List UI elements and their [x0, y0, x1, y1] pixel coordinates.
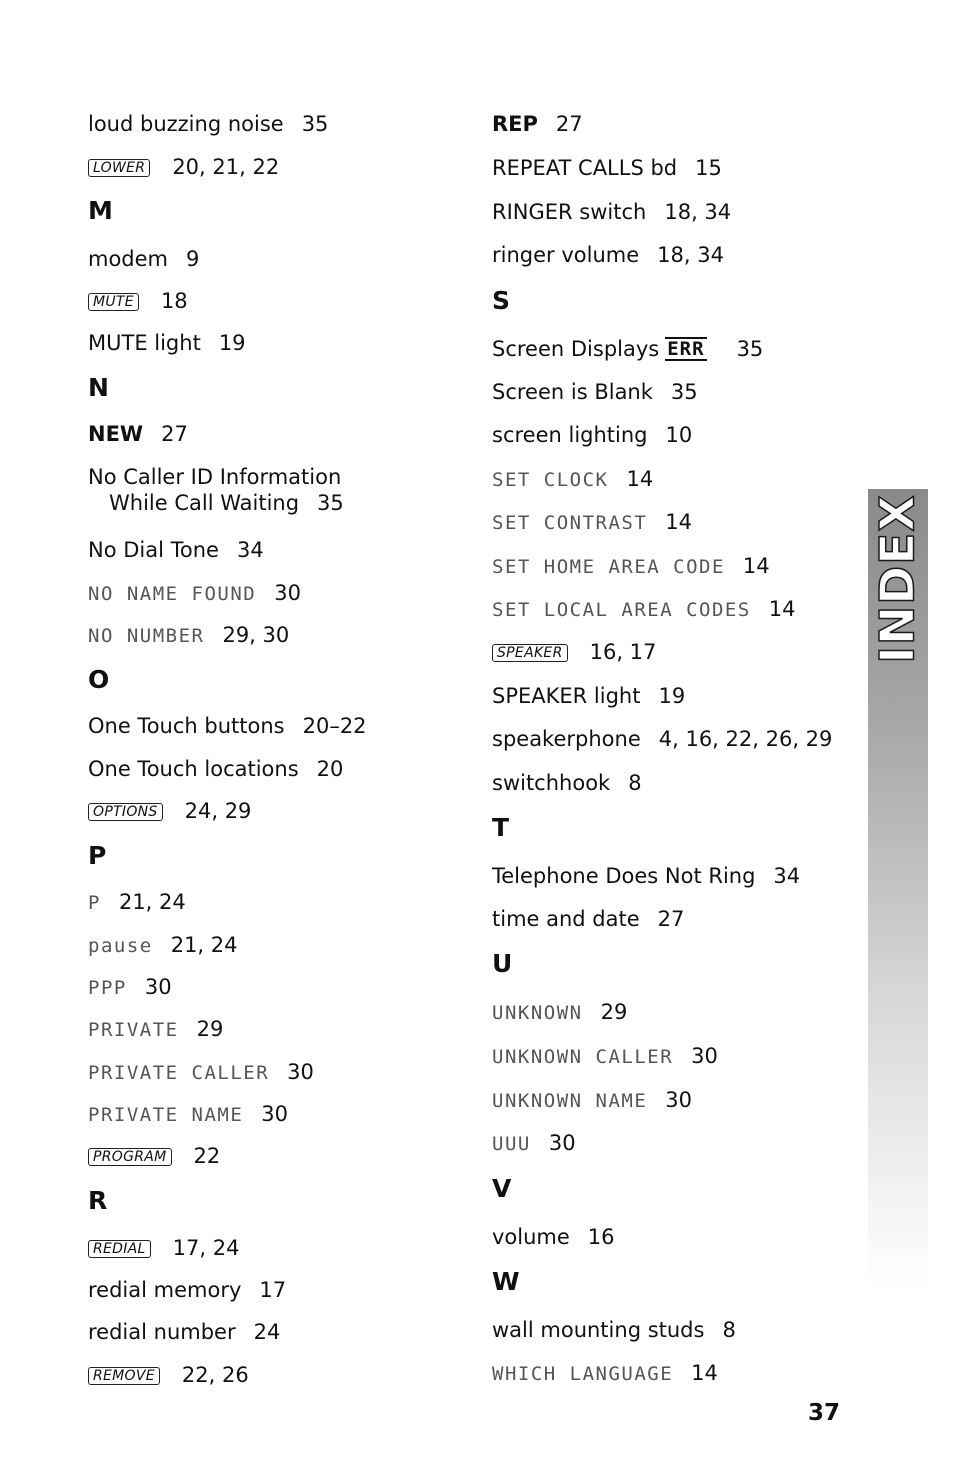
- page-references: 35: [736, 337, 764, 361]
- index-term: NO NUMBER: [88, 625, 205, 647]
- section-letter: M: [88, 196, 113, 225]
- index-entry: [492, 1130, 576, 1157]
- index-entry: [88, 1016, 223, 1043]
- index-entry: [492, 379, 698, 405]
- index-entry: [88, 464, 344, 516]
- err-display-badge: ERR: [667, 338, 705, 360]
- page-references: 27: [161, 422, 188, 446]
- page-references: 15: [695, 156, 722, 180]
- index-entry: [492, 509, 692, 536]
- page-references: 21, 24: [118, 890, 186, 914]
- index-term: loud buzzing noise: [88, 112, 284, 136]
- button-key-label: REDIAL: [88, 1240, 151, 1258]
- page-references: 27: [657, 907, 685, 931]
- index-side-tab-label: INDEX: [870, 494, 926, 664]
- page-references: 19: [218, 331, 246, 355]
- index-term: volume: [492, 1225, 570, 1249]
- index-entry: [492, 906, 684, 932]
- index-entry: [492, 863, 800, 889]
- index-entry: [492, 199, 731, 225]
- button-key-label: PROGRAM: [88, 1148, 172, 1166]
- index-term: speakerphone: [492, 727, 641, 751]
- index-entry: [88, 111, 328, 137]
- index-term: Screen Displays: [492, 337, 660, 361]
- section-letter: P: [88, 841, 107, 870]
- index-entry: [88, 1101, 288, 1128]
- index-term: One Touch locations: [88, 757, 299, 781]
- index-term: UNKNOWN CALLER: [492, 1046, 674, 1068]
- page-references: 14: [768, 597, 796, 621]
- index-term: SET CLOCK: [492, 469, 609, 491]
- index-term: time and date: [492, 907, 640, 931]
- page-references: 10: [665, 423, 693, 447]
- index-entry: [88, 622, 289, 649]
- index-entry: [492, 596, 796, 623]
- index-entry: [88, 1362, 249, 1388]
- page-references: 17, 24: [172, 1236, 240, 1260]
- index-entry: [492, 1087, 692, 1114]
- index-entry: [88, 154, 279, 180]
- index-entry: [492, 639, 656, 665]
- page-references: 30: [144, 975, 172, 999]
- section-letter: W: [492, 1267, 520, 1296]
- button-key-label: SPEAKER: [492, 644, 568, 662]
- index-entry: [492, 726, 832, 752]
- index-entry: [492, 336, 763, 362]
- index-term: WHICH LANGUAGE: [492, 1363, 674, 1385]
- index-term: MUTE light: [88, 331, 201, 355]
- index-term: NO NAME FOUND: [88, 583, 257, 605]
- page-references: 30: [548, 1131, 576, 1155]
- page-references: 4, 16, 22, 26, 29: [658, 727, 833, 751]
- page-references: 29: [196, 1017, 224, 1041]
- page-references: 20, 21, 22: [172, 155, 280, 179]
- index-term: redial memory: [88, 1278, 242, 1302]
- index-entry: [492, 155, 722, 181]
- index-side-tab-label-box: [868, 489, 928, 669]
- index-entry: [492, 1317, 736, 1343]
- index-term: UNKNOWN NAME: [492, 1090, 648, 1112]
- index-term: modem: [88, 247, 169, 271]
- index-term: UUU: [492, 1133, 531, 1155]
- page-references: 14: [742, 554, 770, 578]
- index-entry: [88, 246, 199, 272]
- page-references: 29, 30: [222, 623, 290, 647]
- index-term: pause: [88, 935, 153, 957]
- page-references: 27: [555, 112, 583, 136]
- index-term: switchhook: [492, 771, 611, 795]
- index-term: SET HOME AREA CODE: [492, 556, 725, 578]
- page-references: 30: [691, 1044, 718, 1068]
- page-references: 34: [236, 538, 264, 562]
- index-term: redial number: [88, 1320, 236, 1344]
- index-term: wall mounting studs: [492, 1318, 705, 1342]
- index-term-continuation: While Call Waiting: [109, 491, 300, 515]
- index-entry: [88, 889, 186, 916]
- index-entry: [88, 330, 246, 356]
- page-references: 18, 34: [664, 200, 732, 224]
- index-entry: [492, 553, 770, 580]
- index-entry: [492, 999, 627, 1026]
- index-term: SET LOCAL AREA CODES: [492, 599, 751, 621]
- page-references: 17: [259, 1278, 287, 1302]
- page-references: 30: [261, 1102, 289, 1126]
- index-entry: [88, 288, 188, 314]
- index-term: No Caller ID Information: [88, 465, 342, 489]
- page-references: 16, 17: [589, 640, 657, 664]
- index-term: screen lighting: [492, 423, 648, 447]
- button-key-label: REMOVE: [88, 1367, 160, 1385]
- page-references: 30: [274, 581, 301, 605]
- page-references: 34: [773, 864, 801, 888]
- page-number: 37: [808, 1400, 841, 1426]
- page-references: 18, 34: [657, 243, 724, 267]
- page-references: 30: [665, 1088, 693, 1112]
- index-term: Screen is Blank: [492, 380, 653, 404]
- index-entry: [492, 422, 692, 448]
- section-letter: S: [492, 286, 511, 315]
- page-references: 22: [193, 1144, 221, 1168]
- index-entry: [492, 770, 642, 796]
- index-term: UNKNOWN: [492, 1002, 583, 1024]
- index-term: No Dial Tone: [88, 538, 219, 562]
- page-references: 14: [665, 510, 693, 534]
- index-entry: [88, 1059, 314, 1086]
- index-term: PRIVATE: [88, 1019, 179, 1041]
- page-references: 24, 29: [184, 799, 252, 823]
- page-references: 24: [253, 1320, 281, 1344]
- index-term: RINGER switch: [492, 200, 647, 224]
- page-references: 20: [316, 757, 344, 781]
- index-entry: [492, 1224, 615, 1250]
- index-entry: [88, 713, 367, 739]
- index-entry: [492, 111, 583, 137]
- index-term: REPEAT CALLS bd: [492, 156, 678, 180]
- section-letter: T: [492, 813, 510, 842]
- page-references: 8: [628, 771, 642, 795]
- page-references: 22, 26: [181, 1363, 249, 1387]
- index-entry: [88, 421, 188, 447]
- index-entry: [492, 1043, 718, 1070]
- index-entry: [88, 974, 172, 1001]
- page-references: 20–22: [302, 714, 367, 738]
- index-term: SPEAKER light: [492, 684, 641, 708]
- section-letter: N: [88, 373, 109, 402]
- index-term: PRIVATE NAME: [88, 1104, 244, 1126]
- index-term: PRIVATE CALLER: [88, 1062, 270, 1084]
- button-key-label: MUTE: [88, 293, 139, 311]
- section-letter: R: [88, 1186, 108, 1215]
- page-references: 8: [722, 1318, 736, 1342]
- page-references: 21, 24: [170, 933, 238, 957]
- index-entry: [88, 1235, 239, 1261]
- index-term: NEW: [88, 422, 144, 446]
- button-key-label: OPTIONS: [88, 803, 163, 821]
- index-entry: [88, 798, 251, 824]
- index-term: PPP: [88, 977, 127, 999]
- index-entry: [88, 756, 343, 782]
- index-term: ringer volume: [492, 243, 640, 267]
- section-letter: O: [88, 665, 110, 694]
- page-references: 35: [670, 380, 698, 404]
- index-entry: [88, 932, 238, 959]
- index-term: P: [88, 892, 101, 914]
- index-entry: [492, 242, 724, 268]
- index-entry: [88, 1143, 220, 1169]
- page-references: 14: [691, 1361, 718, 1385]
- index-entry: [88, 580, 301, 607]
- page-references: 35: [301, 112, 329, 136]
- section-letter: V: [492, 1174, 512, 1203]
- page-references: 30: [287, 1060, 314, 1084]
- page-references: 14: [626, 467, 654, 491]
- page-references: 9: [186, 247, 200, 271]
- page-references: 29: [600, 1000, 628, 1024]
- page-references: 18: [160, 289, 188, 313]
- index-term: REP: [492, 112, 538, 136]
- index-entry: [88, 1277, 286, 1303]
- section-letter: U: [492, 949, 513, 978]
- index-entry: [492, 466, 653, 493]
- index-term: One Touch buttons: [88, 714, 285, 738]
- button-key-label: LOWER: [88, 159, 150, 177]
- index-entry: [492, 1360, 718, 1387]
- page-references: 19: [658, 684, 686, 708]
- index-term: SET CONTRAST: [492, 512, 648, 534]
- index-entry: [88, 1319, 280, 1345]
- index-term: Telephone Does Not Ring: [492, 864, 756, 888]
- page-references: 16: [587, 1225, 615, 1249]
- page-references: 35: [317, 491, 344, 515]
- index-entry: [88, 537, 264, 563]
- index-entry: [492, 683, 685, 709]
